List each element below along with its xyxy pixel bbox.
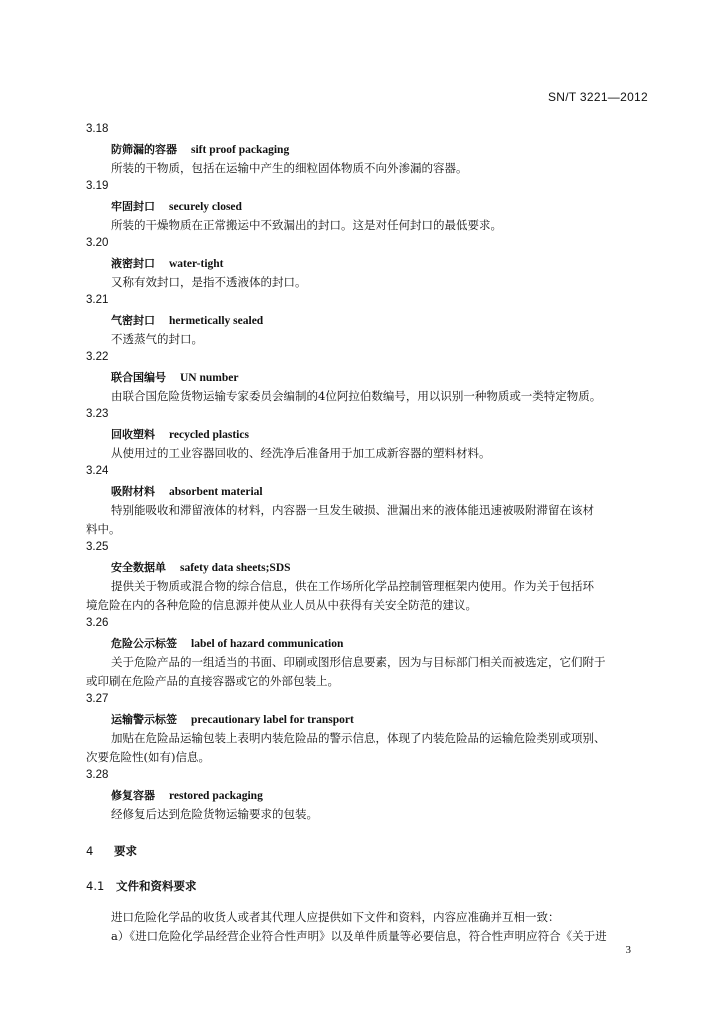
subsection-heading: [86, 881, 197, 893]
term-zh: 气密封口: [111, 314, 155, 327]
term-zh: 危险公示标签: [111, 637, 177, 650]
definition-line: 特别能吸收和滞留液体的材料，内容器一旦发生破损、泄漏出来的液体能迅速被吸附滞留在该材: [111, 503, 594, 517]
term-en: safety data sheets;SDS: [180, 562, 291, 574]
term-zh: 牢固封口: [111, 200, 155, 213]
definition-line: 又称有效封口，是指不透液体的封口。: [111, 275, 307, 289]
definition-line: 或印刷在危险产品的直接容器或它的外部包装上。: [86, 674, 339, 688]
clause-number: 3.18: [86, 123, 109, 135]
term-en: UN number: [180, 372, 239, 384]
term-zh: 液密封口: [111, 257, 155, 270]
clause-number: 3.24: [86, 465, 109, 477]
term-en: hermetically sealed: [169, 315, 264, 327]
term-en: water-tight: [169, 258, 224, 270]
clause-number: 3.22: [86, 351, 109, 363]
term-heading: [111, 201, 242, 214]
term-zh: 运输警示标签: [111, 713, 177, 726]
definition-line: 提供关于物质或混合物的综合信息，供在工作场所化学品控制管理框架内使用。作为关于包括环: [111, 579, 594, 593]
term-zh: 安全数据单: [111, 561, 166, 574]
term-heading: [111, 790, 263, 803]
term-en: recycled plastics: [169, 429, 249, 441]
term-zh: 回收塑料: [111, 428, 155, 441]
term-heading: [111, 144, 289, 157]
term-en: absorbent material: [169, 486, 263, 498]
definition-line: 所装的干燥物质在正常搬运中不致漏出的封口。这是对任何封口的最低要求。: [111, 218, 502, 232]
page-number: 3: [625, 944, 631, 956]
definition-line: 由联合国危险货物运输专家委员会编制的4位阿拉伯数编号，用以识别一种物质或一类特定物质。: [111, 389, 602, 403]
body-paragraph: 进口危险化学品的收货人或者其代理人应提供如下文件和资料，内容应准确并互相一致：: [111, 910, 560, 924]
term-en: precautionary label for transport: [191, 714, 354, 726]
clause-number: 3.28: [86, 769, 109, 781]
term-en: securely closed: [169, 201, 242, 213]
term-zh: 吸附材料: [111, 485, 155, 498]
term-en: restored packaging: [169, 790, 263, 802]
term-heading: [111, 315, 263, 328]
list-item-a: a）《进口危险化学品经营企业符合性声明》以及单件质量等必要信息，符合性声明应符合《关于进: [111, 929, 607, 943]
term-heading: [111, 638, 343, 651]
term-zh: 联合国编号: [111, 371, 166, 384]
term-heading: [111, 714, 354, 727]
definition-line: 从使用过的工业容器回收的、经洗净后准备用于加工成新容器的塑料材料。: [111, 446, 491, 460]
term-zh: 防筛漏的容器: [111, 143, 177, 156]
standard-code: SN/T 3221—2012: [547, 90, 648, 104]
term-heading: [111, 562, 291, 575]
term-heading: [111, 258, 224, 271]
section-title: 要求: [114, 844, 137, 858]
clause-number: 3.27: [86, 693, 109, 705]
definition-line: 料中。: [86, 522, 121, 536]
definition-line: 次要危险性(如有)信息。: [86, 750, 210, 764]
clause-number: 3.26: [86, 617, 109, 629]
subsection-number: 4.1: [86, 879, 105, 893]
clause-number: 3.21: [86, 294, 109, 306]
clause-number: 3.23: [86, 408, 109, 420]
definition-line: 经修复后达到危险货物运输要求的包装。: [111, 807, 318, 821]
term-zh: 修复容器: [111, 789, 155, 802]
definition-line: 关于危险产品的一组适当的书面、印刷或图形信息要素，因为与目标部门相关而被选定，它们附于: [111, 655, 606, 669]
term-heading: [111, 429, 249, 442]
term-en: label of hazard communication: [191, 638, 344, 650]
definition-line: 加贴在危险品运输包装上表明内装危险品的警示信息，体现了内装危险品的运输危险类别或项别、: [111, 731, 606, 745]
definition-line: 不透蒸气的封口。: [111, 332, 203, 346]
clause-number: 3.19: [86, 180, 109, 192]
section-number: 4: [86, 844, 94, 858]
clause-number: 3.25: [86, 541, 109, 553]
term-en: sift proof packaging: [191, 144, 290, 156]
definition-line: 所装的干物质，包括在运输中产生的细粒固体物质不向外渗漏的容器。: [111, 161, 468, 175]
term-heading: [111, 486, 263, 499]
term-heading: [111, 372, 238, 385]
clause-number: 3.20: [86, 237, 109, 249]
subsection-title: 文件和资料要求: [116, 879, 197, 893]
definition-line: 境危险在内的各种危险的信息源并使从业人员从中获得有关安全防范的建议。: [86, 598, 477, 612]
section-heading: [86, 846, 137, 858]
